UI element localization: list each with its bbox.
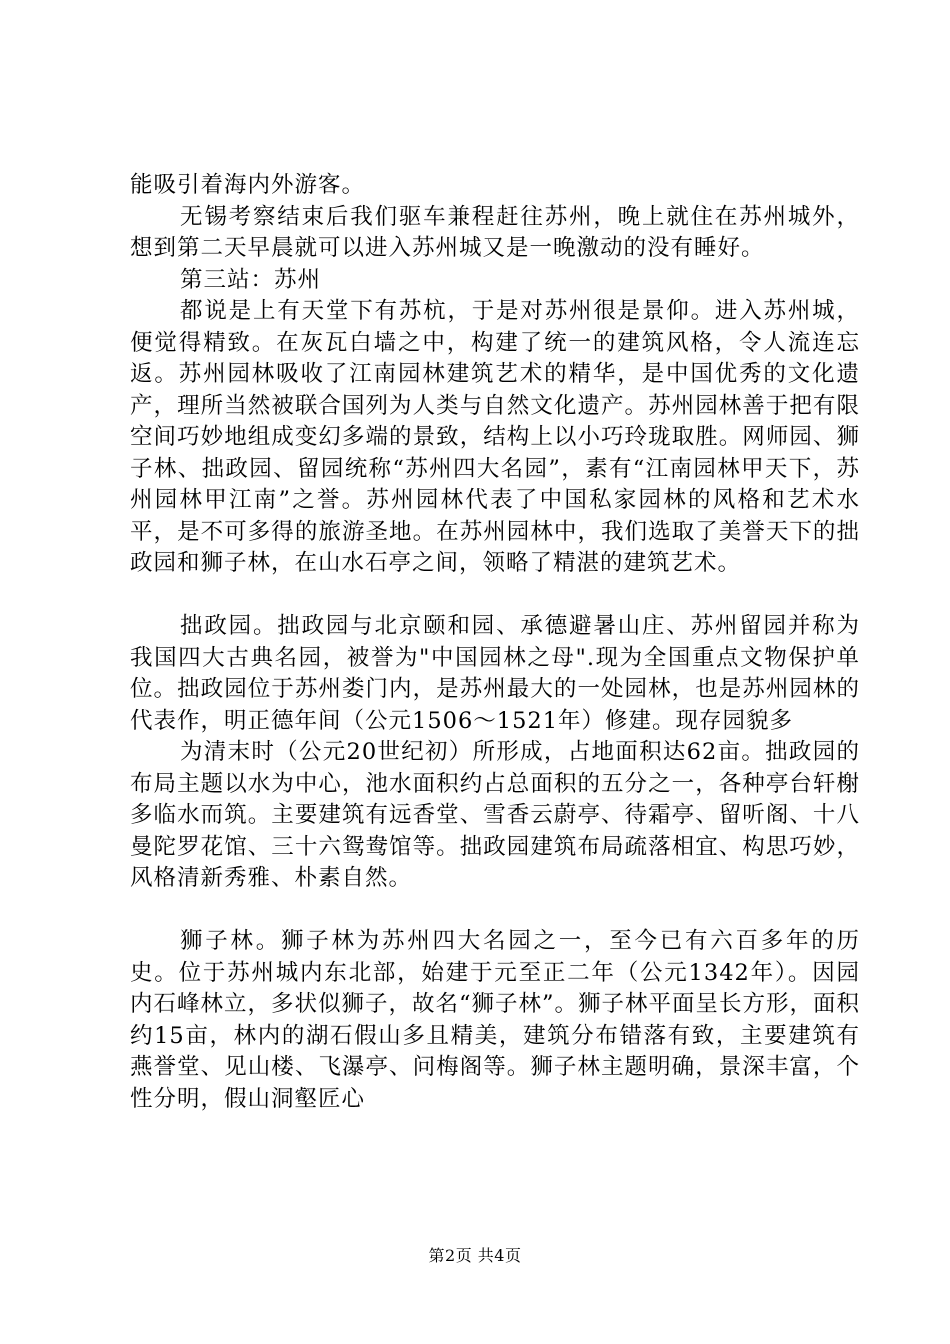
paragraph-suzhou-intro: 都说是上有天堂下有苏杭，于是对苏州很是景仰。进入苏州城，便觉得精致。在灰瓦白墙之中，构建了统一的建筑风格，令人流连忘返。苏州园林吸收了江南园林建筑艺术的精华，是中国优秀的文化遗产，理所当然被联合国列为人类与自然文化遗产。苏州园林善于把有限空间巧妙地组成变幻多端的景致，结构上以小巧玲珑取胜。网师园、狮子林、拙政园、留园统称“苏州四大名园”，素有“江南园林甲天下，苏州园林甲江南”之誉。苏州园林代表了中国私家园林的风格和艺术水平，是不可多得的旅游圣地。在苏州园林中，我们选取了美誉天下的拙政园和狮子林，在山水石亭之间，领略了精湛的建筑艺术。: [130, 298, 860, 576]
paragraph-continuation: 能吸引着海内外游客。: [130, 172, 366, 198]
page-footer: 第2页 共4页: [428, 1246, 522, 1265]
paragraph-wuxi-departure: 无锡考察结束后我们驱车兼程赶往苏州，晚上就住在苏州城外，想到第二天早晨就可以进入苏州城又是一晚激动的没有睡好。: [130, 203, 860, 261]
paragraph-humble-administrator-garden: 拙政园。拙政园与北京颐和园、承德避暑山庄、苏州留园并称为我国四大古典名园，被誉为"中国园林之母".现为全国重点文物保护单位。拙政园位于苏州娄门内，是苏州最大的一处园林，也是苏州园林的代表作，明正德年间（公元1506～1521年）修建。现存园貌多: [130, 613, 860, 734]
section-heading-suzhou: 第三站：苏州: [180, 266, 322, 293]
document-body: [130, 170, 860, 1115]
paragraph-humble-administrator-garden-cont: 为清末时（公元20世纪初）所形成，占地面积达62亩。拙政园的布局主题以水为中心，池水面积约占总面积的五分之一，各种亭台轩榭多临水而筑。主要建筑有远香堂、雪香云蔚亭、待霜亭、留听阁、十八曼陀罗花馆、三十六鸳鸯馆等。拙政园建筑布局疏落相宜、构思巧妙，风格清新秀雅、朴素自然。: [130, 739, 860, 891]
paragraph-lion-grove-garden: 狮子林。狮子林为苏州四大名园之一，至今已有六百多年的历史。位于苏州城内东北部，始建于元至正二年（公元1342年）。因园内石峰林立，多状似狮子，故名“狮子林”。狮子林平面呈长方形，面积约15亩，林内的湖石假山多且精美，建筑分布错落有致，主要建筑有燕誉堂、见山楼、飞瀑亭、问梅阁等。狮子林主题明确，景深丰富，个性分明，假山洞壑匠心: [130, 928, 861, 1112]
